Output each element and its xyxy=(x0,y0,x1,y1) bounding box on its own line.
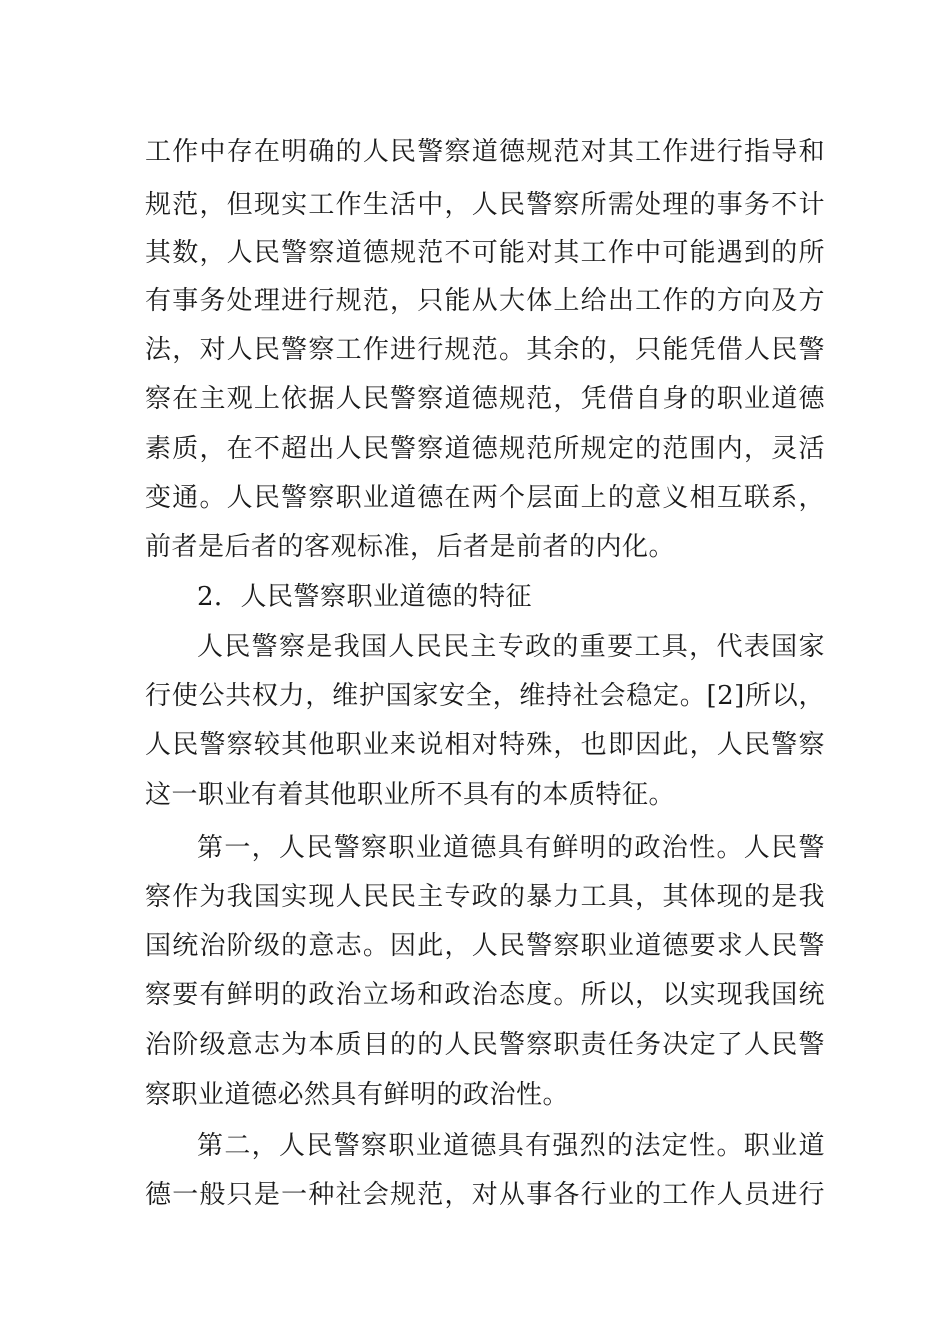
text-line: 规范，但现实工作生活中，人民警察所需处理的事务不计 xyxy=(145,190,825,220)
text-line: 人民警察较其他职业来说相对特殊，也即因此，人民警察 xyxy=(145,730,825,760)
text-line: 察职业道德必然具有鲜明的政治性。 xyxy=(145,1080,570,1110)
text-line: 第二，人民警察职业道德具有强烈的法定性。职业道 xyxy=(197,1131,825,1161)
text-line: 前者是后者的客观标准，后者是前者的内化。 xyxy=(145,532,676,562)
text-line: 其数，人民警察道德规范不可能对其工作中可能遇到的所 xyxy=(145,238,825,268)
section-heading: 2．人民警察职业道德的特征 xyxy=(197,582,533,612)
text-line: 治阶级意志为本质目的的人民警察职责任务决定了人民警 xyxy=(145,1030,825,1060)
text-line: 察作为我国实现人民民主专政的暴力工具，其体现的是我 xyxy=(145,882,825,912)
text-line: 第一，人民警察职业道德具有鲜明的政治性。人民警 xyxy=(197,833,825,863)
text-line: 德一般只是一种社会规范，对从事各行业的工作人员进行 xyxy=(145,1180,825,1210)
text-line: 察在主观上依据人民警察道德规范，凭借自身的职业道德 xyxy=(145,384,825,414)
text-line: 这一职业有着其他职业所不具有的本质特征。 xyxy=(145,780,676,810)
text-line: 工作中存在明确的人民警察道德规范对其工作进行指导和 xyxy=(145,137,825,167)
text-line: 行使公共权力，维护国家安全，维持社会稳定。[2]所以， xyxy=(145,681,825,711)
text-line: 素质，在不超出人民警察道德规范所规定的范围内，灵活 xyxy=(145,434,825,464)
text-line: 变通。人民警察职业道德在两个层面上的意义相互联系， xyxy=(145,483,825,513)
text-line: 国统治阶级的意志。因此，人民警察职业道德要求人民警 xyxy=(145,931,825,961)
text-line: 有事务处理进行规范，只能从大体上给出工作的方向及方 xyxy=(145,286,825,316)
text-line: 法，对人民警察工作进行规范。其余的，只能凭借人民警 xyxy=(145,335,825,365)
text-line: 察要有鲜明的政治立场和政治态度。所以，以实现我国统 xyxy=(145,980,825,1010)
text-line: 人民警察是我国人民民主专政的重要工具，代表国家 xyxy=(197,632,825,662)
